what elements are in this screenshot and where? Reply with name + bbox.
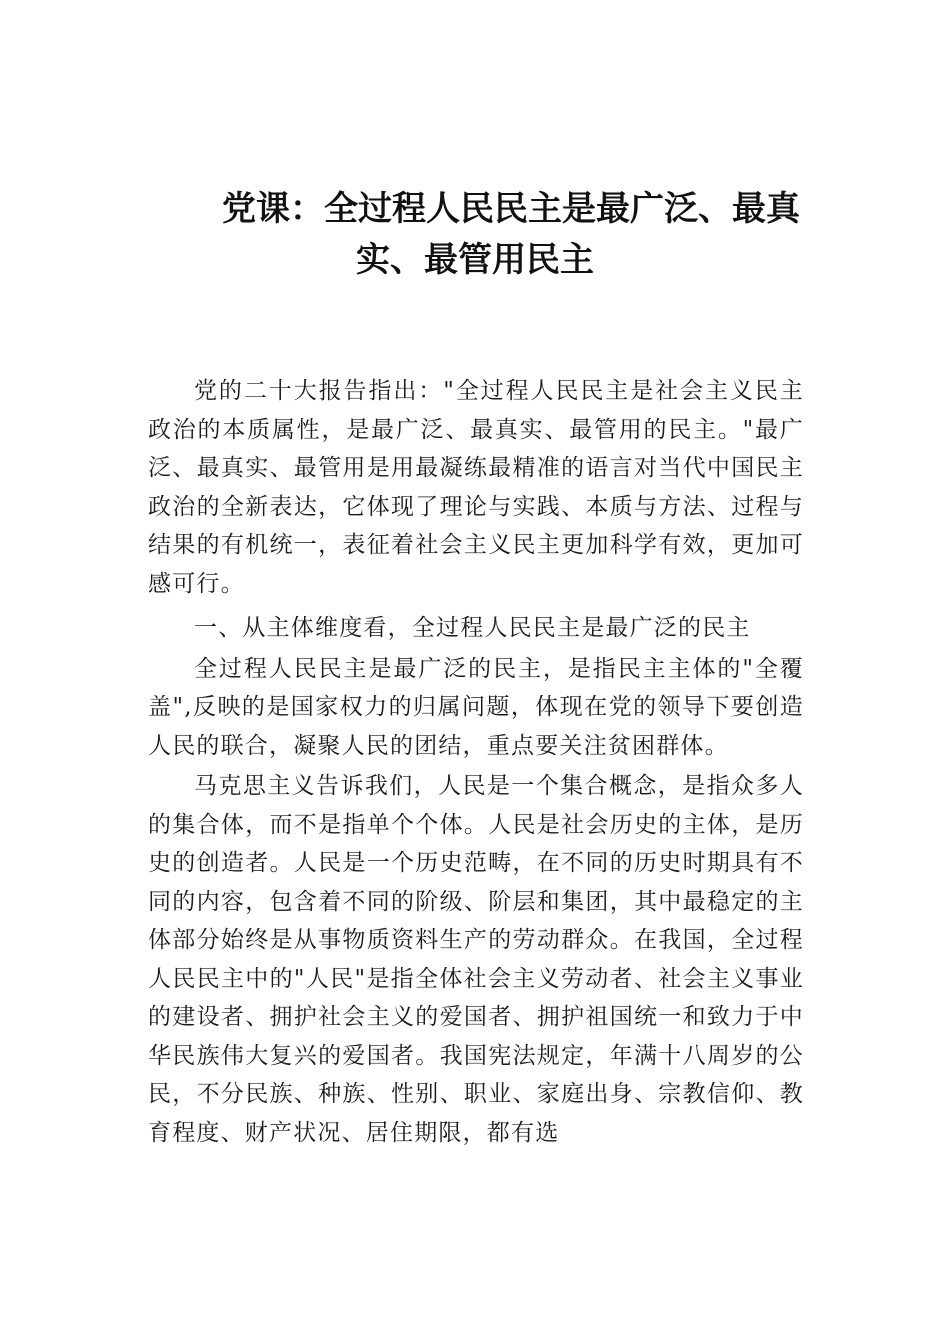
paragraph-intro: 党的二十大报告指出："全过程人民民主是社会主义民主政治的本质属性，是最广泛、最真实、最管用的民主。"最广泛、最真实、最管用是用最凝练最精准的语言对当代中国民主政治的全新表达，它体现了理论与实践、本质与方法、过程与结果的有机统一，表征着社会主义民主更加科学有效，更加可感可行。	[148, 378, 804, 597]
document-body	[148, 372, 804, 1152]
paragraph-broadest-democracy: 全过程人民民主是最广泛的民主，是指民主主体的"全覆盖",反映的是国家权力的归属问题，体现在党的领导下要创造人民的联合，凝聚人民的团结，重点要关注贫困群体。	[148, 655, 804, 759]
document-title	[150, 184, 800, 286]
paragraph-marxism-people: 马克思主义告诉我们，人民是一个集合概念，是指众多人的集合体，而不是指单个个体。人民是社会历史的主体，是历史的创造者。人民是一个历史范畴，在不同的历史时期具有不同的内容，包含着不同的阶级、阶层和集团，其中最稳定的主体部分始终是从事物质资料生产的劳动群众。在我国，全过程人民民主中的"人民"是指全体社会主义劳动者、社会主义事业的建设者、拥护社会主义的爱国者、拥护祖国统一和致力于中华民族伟大复兴的爱国者。我国宪法规定，年满十八周岁的公民，不分民族、种族、性别、职业、家庭出身、宗教信仰、教育程度、财产状况、居住期限，都有选	[148, 773, 804, 1146]
title-line-1: 党课：全过程人民民主是最广泛、最真	[222, 189, 800, 229]
title-line-2: 实、最管用民主	[356, 240, 594, 280]
section-heading-1: 一、从主体维度看，全过程人民民主是最广泛的民主	[194, 615, 751, 641]
